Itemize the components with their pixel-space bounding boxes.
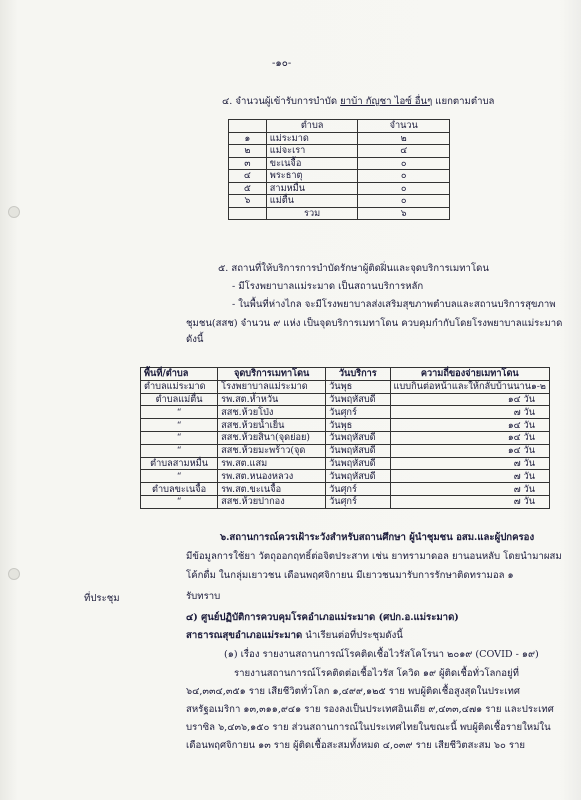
table-cell: ๑๔ วัน <box>390 419 549 432</box>
table-cell: ๗ วัน <box>390 495 549 508</box>
table-cell: “ <box>141 495 218 508</box>
table-cell: “ <box>141 406 218 419</box>
table-cell: วันพฤหัสบดี <box>326 457 390 470</box>
section4-heading-underlined: ยาบ้า กัญชา ไอซ์ อื่นๆ <box>340 96 433 107</box>
table-cell: รพ.สต.แสม <box>218 457 326 470</box>
table-row <box>141 457 550 470</box>
table-cell: สสช.ห้วยสินา(จุดย่อย) <box>218 431 326 444</box>
table-cell: ๐ <box>358 182 450 195</box>
section4b-item: (๑) เรื่อง รายงานสถานการณ์โรคติดเชื้อไวรัสโคโรนา ๒๐๑๙ (COVID - ๑๙) <box>224 649 539 660</box>
table-cell: ๐ <box>358 195 450 208</box>
section6-line: มีข้อมูลการใช้ยา วัตถุออกฤทธิ์ต่อจิตประสาท เช่น ยาทรามาดอล ยานอนหลับ โดยนำมาผสม <box>186 551 562 562</box>
section4b-heading: ๔) ศูนย์ปฏิบัติการควบคุมโรคอำเภอแม่ระมาด (ศปก.อ.แม่ระมาด) <box>186 612 459 623</box>
section5-heading: ๕. สถานที่ให้บริการการบำบัดรักษาผู้ติดฝิ่นและจุดบริการเมทาโดน <box>218 263 489 274</box>
table-row <box>141 431 550 444</box>
covid-paragraph-line: สหรัฐอเมริกา ๑๓,๓๑๑,๙๔๑ ราย รองลงเป็นประเทศอินเดีย ๙,๔๓๓,๔๗๑ ราย และประเทศ <box>186 704 554 715</box>
table-header-cell: ตำบล <box>266 120 358 133</box>
table-cell: ๗ วัน <box>390 483 549 496</box>
table-row <box>141 470 550 483</box>
meeting-label: ที่ประชุม <box>84 593 120 604</box>
table-row <box>141 393 550 406</box>
covid-paragraph-line: บราซิล ๖,๔๓๖,๑๕๐ ราย ส่วนสถานการณ์ในประเทศไทยในขณะนี้ พบผู้ติดเชื้อรายใหม่ใน <box>186 722 551 733</box>
table-row <box>229 195 450 208</box>
table-cell: ๑ <box>229 132 267 145</box>
table-header-cell: จำนวน <box>358 120 450 133</box>
table-cell: ตำบลขะเนจื้อ <box>141 483 218 496</box>
table-cell: สสช.ห้วยน้ำเย็น <box>218 419 326 432</box>
table-cell: ๔ <box>229 170 267 183</box>
table-cell: แม่ระมาด <box>266 132 358 145</box>
table-row <box>141 380 550 393</box>
table-cell: รพ.สต.ขะเนจื้อ <box>218 483 326 496</box>
table-cell: ๐ <box>358 170 450 183</box>
table-cell: ๕ <box>229 182 267 195</box>
section4-heading <box>222 96 494 108</box>
table-row <box>229 182 450 195</box>
table-cell: ๗ วัน <box>390 457 549 470</box>
section5-line: ชุมชน(สสช) จำนวน ๙ แห่ง เป็นจุดบริการเมทาโดน ควบคุมกำกับโดยโรงพยาบาลแม่ระมาด <box>186 318 563 329</box>
section4b-subheading-rest: นำเรียนต่อที่ประชุมดังนี้ <box>302 630 403 641</box>
table-cell: สสช.ห้วยโป่ง <box>218 406 326 419</box>
table-cell: วันพฤหัสบดี <box>326 431 390 444</box>
section6-line: โค้กดื่ม ในกลุ่มเยาวชน เดือนพฤศจิกายน มีเยาวชนมารับการรักษาติดทรามอล ๑ <box>186 570 514 581</box>
section4-heading-prefix: ๔. จำนวนผู้เข้ารับการบำบัด <box>222 96 341 107</box>
table-row <box>229 145 450 158</box>
table-cell: ๒ <box>229 145 267 158</box>
covid-paragraph-line: เดือนพฤศจิกายน ๑๓ ราย ผู้ติดเชื้อสะสมทั้งหมด ๔,๐๓๙ ราย เสียชีวิตสะสม ๖๐ ราย <box>186 740 526 751</box>
section4-heading-suffix: แยกตามตำบล <box>432 96 495 107</box>
covid-paragraph-line: ๖๔,๓๓๔,๓๕๑ ราย เสียชีวิตทั่วโลก ๑,๔๙๙,๑๒๕ ราย พบผู้ติดเชื้อสูงสุดในประเทศ <box>186 686 520 697</box>
table-cell: รพ.สต.ห้ำหวัน <box>218 393 326 406</box>
table-cell: รพ.สต.หนองหลวง <box>218 470 326 483</box>
total-label: รวม <box>266 207 358 220</box>
table-cell: สสช.ห้วยปากอง <box>218 495 326 508</box>
table-cell: ตำบลแม่ระมาด <box>141 380 218 393</box>
table-cell: ๖ <box>229 195 267 208</box>
table-header-cell: จุดบริการเมทาโดน <box>218 368 326 381</box>
table-cell: แบบกินต่อหน้าและให้กลับบ้านนาน๑-๒ <box>390 380 549 393</box>
table-cell: “ <box>141 431 218 444</box>
table-header-cell: พื้นที่/ตำบล <box>141 368 218 381</box>
covid-paragraph-line: รายงานสถานการณ์โรคติดต่อเชื้อไวรัส โควิด ๑๙ ผู้ติดเชื้อทั่วโลกอยู่ที่ <box>234 668 519 679</box>
page-number: -๑๐- <box>272 58 292 69</box>
table-cell: วันศุกร์ <box>326 406 390 419</box>
punch-hole-top <box>8 206 20 218</box>
table-cell: สสช.ห้วยมะพร้าว(จุด <box>218 444 326 457</box>
table-cell: พระธาตุ <box>266 170 358 183</box>
table-header-cell <box>229 120 267 133</box>
table-cell: ๓ <box>229 157 267 170</box>
table-cell: ๔ <box>358 145 450 158</box>
table-header-row <box>229 120 450 133</box>
section6-heading: ๖.สถานการณ์ควรเฝ้าระวังสำหรับสถานศึกษา ผู้นำชุมชน อสม.และผู้ปกครอง <box>220 532 535 543</box>
table-cell: ตำบลสามหมื่น <box>141 457 218 470</box>
punch-hole-bottom <box>8 568 20 580</box>
section5-line: - ในพื้นที่ห่างไกล จะมีโรงพยาบาลส่งเสริมสุขภาพตำบลและสถานบริการสุขภาพ <box>232 299 556 310</box>
table-cell: “ <box>141 470 218 483</box>
table-cell <box>229 207 267 220</box>
methadone-service-table <box>140 367 550 509</box>
table-cell: ๒ <box>358 132 450 145</box>
table-cell: วันพฤหัสบดี <box>326 393 390 406</box>
table-header-cell: ความถี่ของจ่ายเมทาโดน <box>390 368 549 381</box>
table-cell: วันพุธ <box>326 419 390 432</box>
section5-line: - มีโรงพยาบาลแม่ระมาด เป็นสถานบริการหลัก <box>232 281 424 292</box>
table-row <box>141 444 550 457</box>
table-cell: ๐ <box>358 157 450 170</box>
table-cell: “ <box>141 419 218 432</box>
table-cell: โรงพยาบาลแม่ระมาด <box>218 380 326 393</box>
table-cell: วันศุกร์ <box>326 495 390 508</box>
table-cell: ๑๔ วัน <box>390 393 549 406</box>
table-cell: แม่ตื่น <box>266 195 358 208</box>
table-cell: ๗ วัน <box>390 406 549 419</box>
table-cell: แม่จะเรา <box>266 145 358 158</box>
table-row <box>229 170 450 183</box>
table-cell: ๑๔ วัน <box>390 431 549 444</box>
table-total-row <box>229 207 450 220</box>
table-row <box>141 483 550 496</box>
table-header-row <box>141 368 550 381</box>
table-row <box>141 495 550 508</box>
table-row <box>141 406 550 419</box>
table-cell: “ <box>141 444 218 457</box>
section4b-subheading <box>186 630 403 642</box>
table-cell: วันพฤหัสบดี <box>326 444 390 457</box>
table-row <box>141 419 550 432</box>
total-value: ๖ <box>358 207 450 220</box>
table-cell: ตำบลแม่ตื่น <box>141 393 218 406</box>
table-cell: ขะเนจื้อ <box>266 157 358 170</box>
table-row <box>229 157 450 170</box>
table-header-cell: วันบริการ <box>326 368 390 381</box>
table-cell: ๑๔ วัน <box>390 444 549 457</box>
table-row <box>229 132 450 145</box>
table-cell: วันศุกร์ <box>326 483 390 496</box>
acknowledge-text: รับทราบ <box>186 591 221 602</box>
table-cell: สามหมื่น <box>266 182 358 195</box>
section5-line: ดังนี้ <box>186 334 204 345</box>
treatment-by-subdistrict-table <box>228 119 450 220</box>
table-cell: ๗ วัน <box>390 470 549 483</box>
table-cell: วันพฤหัสบดี <box>326 470 390 483</box>
section4b-subheading-bold: สาธารณสุขอำเภอแม่ระมาด <box>186 630 303 641</box>
table-cell: วันพุธ <box>326 380 390 393</box>
